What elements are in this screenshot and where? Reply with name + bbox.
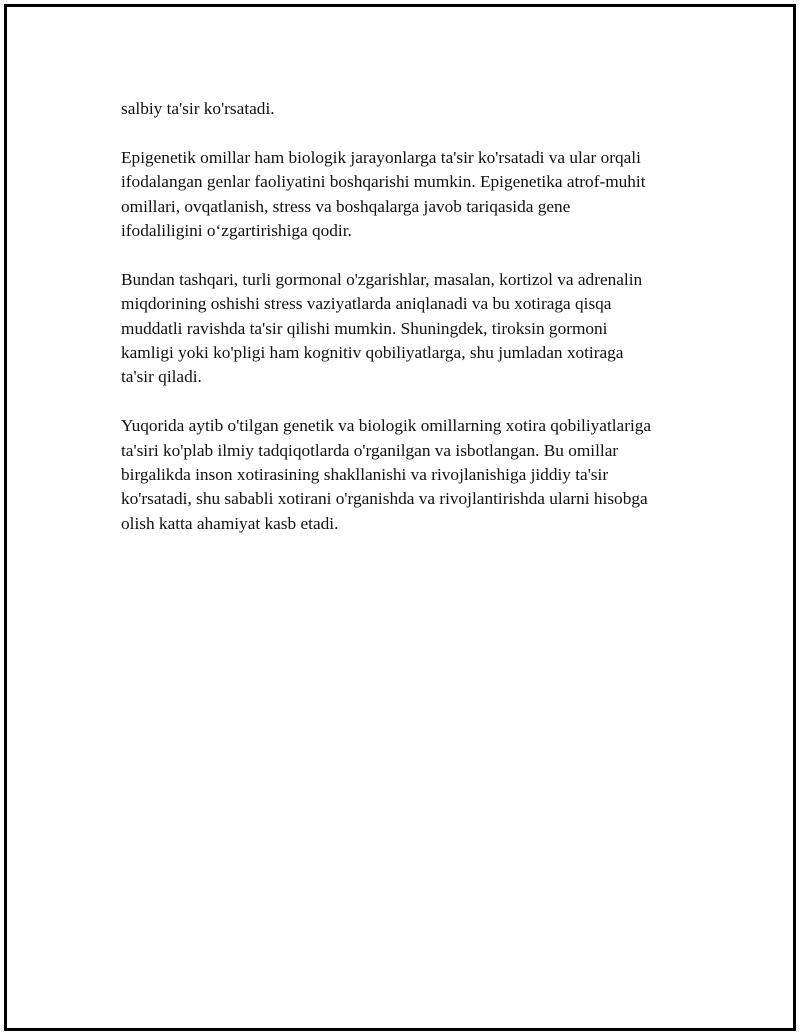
paragraph-4: [121, 414, 711, 536]
paragraph-2: [121, 146, 711, 244]
document-body: [121, 97, 711, 561]
text-line: olish katta ahamiyat kasb etadi.: [121, 513, 339, 533]
text-line: ifodaliligini o‘zgartirishiga qodir.: [121, 221, 352, 241]
paragraph-1: [121, 97, 711, 121]
text-line: muddatli ravishda ta'sir qilishi mumkin. Shuningdek, tiroksin gormoni: [121, 318, 608, 338]
text-line: miqdorining oshishi stress vaziyatlarda aniqlanadi va bu xotiraga qisqa: [121, 294, 612, 314]
text-line: Bundan tashqari, turli gormonal o'zgarishlar, masalan, kortizol va adrenalin: [121, 269, 643, 289]
text-line: Epigenetik omillar ham biologik jarayonlarga ta'sir ko'rsatadi va ular orqali: [121, 147, 641, 167]
text-line: kamligi yoki ko'pligi ham kognitiv qobiliyatlarga, shu jumladan xotiraga: [121, 343, 624, 363]
text-line: Yuqorida aytib o'tilgan genetik va biologik omillarning xotira qobiliyatlariga: [121, 416, 652, 436]
text-line: birgalikda inson xotirasining shakllanishi va rivojlanishiga jiddiy ta'sir: [121, 465, 609, 485]
text-line: omillari, ovqatlanish, stress va boshqalarga javob tariqasida gene: [121, 196, 571, 216]
text-line: ifodalangan genlar faoliyatini boshqarishi mumkin. Epigenetika atrof-muhit: [121, 172, 646, 192]
paragraph-3: [121, 268, 711, 390]
text-line: ta'siri ko'plab ilmiy tadqiqotlarda o'rganilgan va isbotlangan. Bu omillar: [121, 440, 619, 460]
page-frame: [4, 4, 796, 1031]
text-line: ta'sir qiladi.: [121, 367, 202, 387]
text-line: salbiy ta'sir ko'rsatadi.: [121, 99, 275, 118]
text-line: ko'rsatadi, shu sababli xotirani o'rganishda va rivojlantirishda ularni hisobga: [121, 489, 648, 509]
